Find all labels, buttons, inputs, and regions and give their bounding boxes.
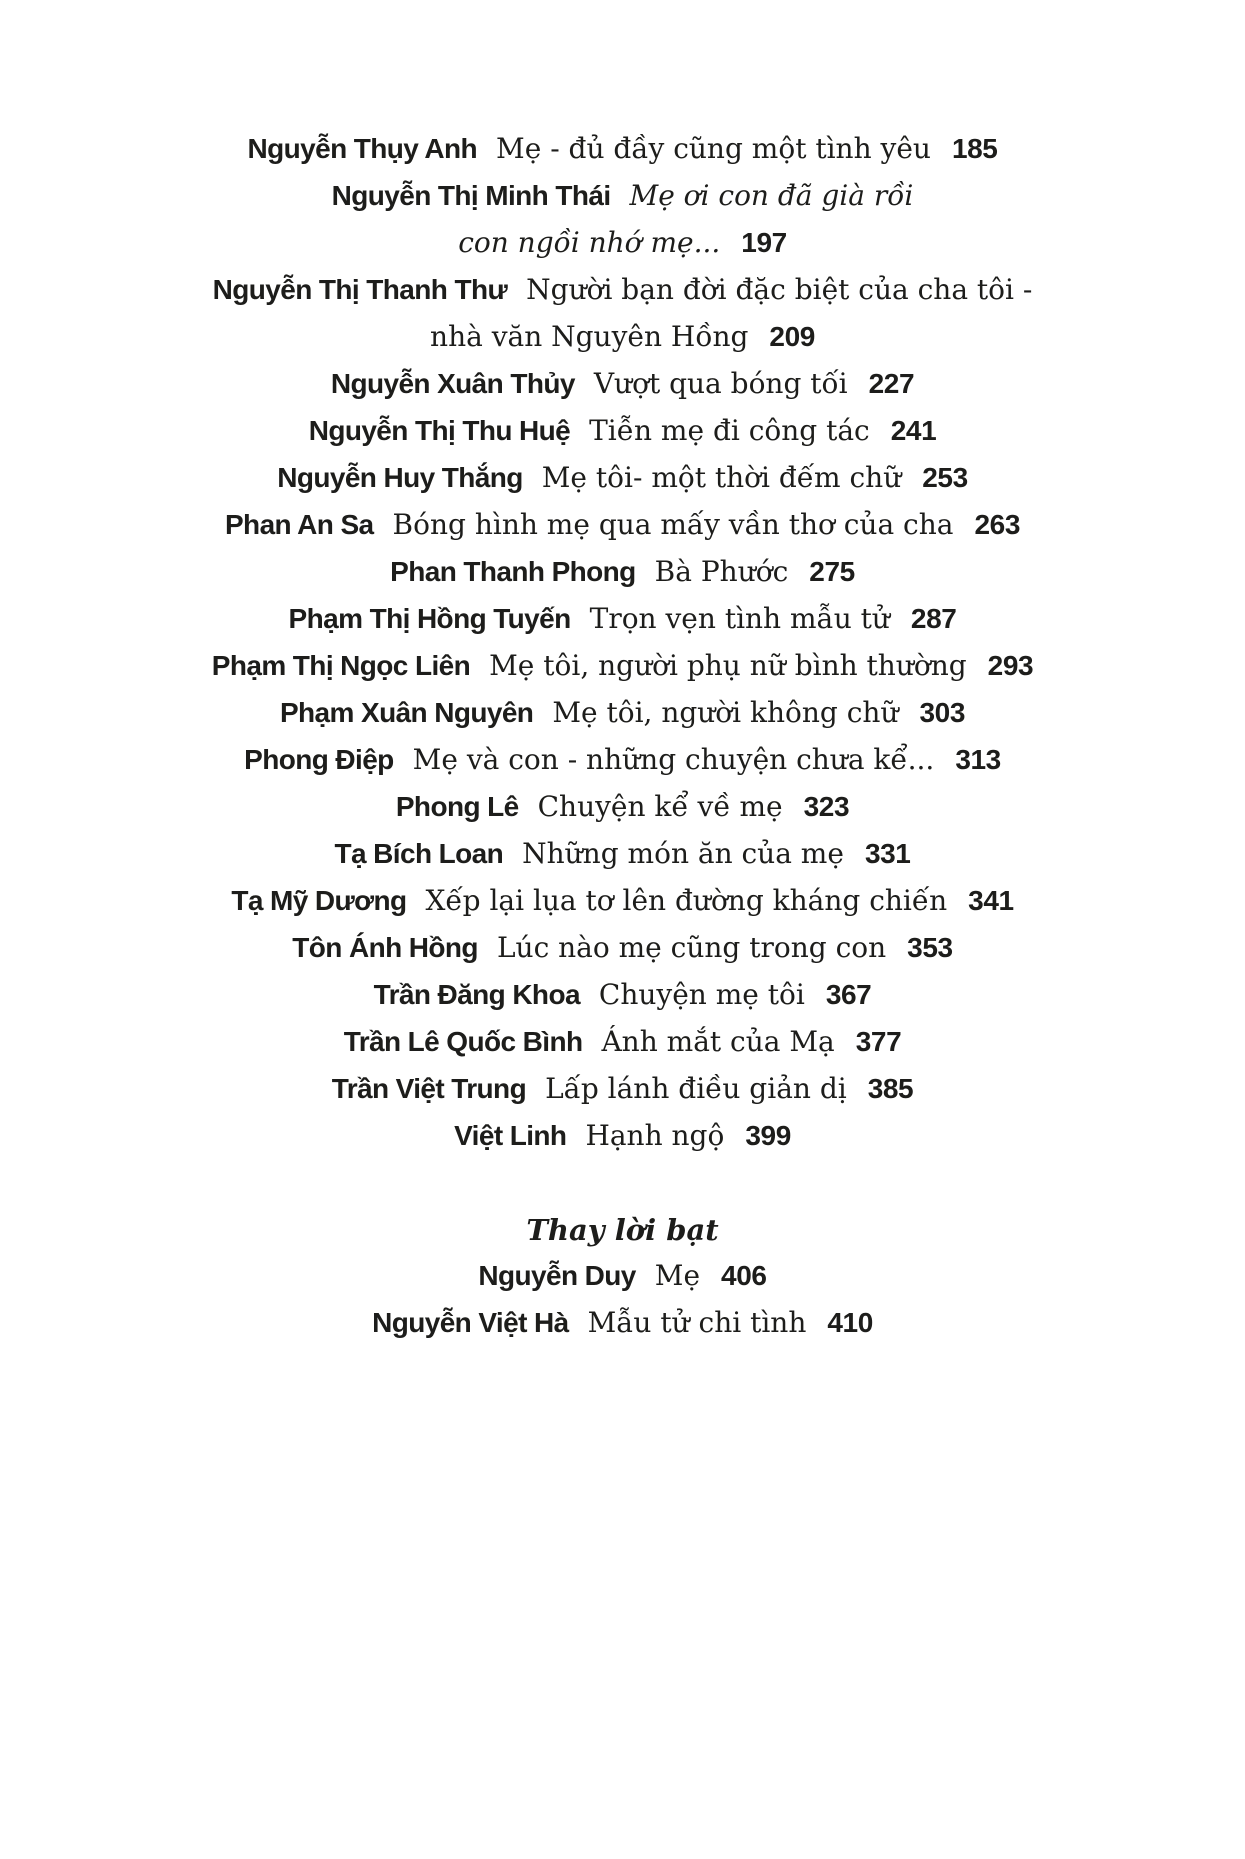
author-name: Phạm Thị Hồng Tuyến	[288, 603, 571, 634]
essay-title: Mẹ - đủ đầy cũng một tình yêu	[496, 132, 931, 165]
essay-title-continued: con ngồi nhớ mẹ...	[458, 226, 721, 259]
author-name: Phong Lê	[395, 791, 519, 822]
page-number: 406	[721, 1260, 767, 1291]
toc-entry-line	[0, 408, 1245, 455]
toc-entry	[0, 784, 1245, 831]
author-name: Nguyễn Huy Thắng	[277, 462, 523, 493]
toc-entry-line	[0, 878, 1245, 925]
author-name: Tôn Ánh Hồng	[292, 932, 478, 963]
essay-title: Trọn vẹn tình mẫu tử	[589, 602, 890, 635]
author-name: Nguyễn Duy	[478, 1260, 636, 1291]
toc-entry	[0, 1066, 1245, 1113]
page-number: 209	[769, 321, 815, 352]
page-number: 275	[809, 556, 855, 587]
toc-entry	[0, 925, 1245, 972]
toc-entry	[0, 267, 1245, 361]
page-number: 197	[741, 227, 787, 258]
toc-entry-line	[0, 925, 1245, 972]
page-number: 185	[951, 133, 998, 164]
essay-title: Mẹ tôi, người không chữ	[552, 696, 899, 729]
toc-entry-line	[0, 126, 1245, 173]
toc-entry-line	[0, 643, 1245, 690]
toc-entry-line	[0, 173, 1245, 220]
essay-title: Lúc nào mẹ cũng trong con	[496, 931, 887, 964]
author-name: Việt Linh	[454, 1120, 567, 1151]
author-name: Nguyễn Việt Hà	[372, 1307, 569, 1338]
section-header: Thay lời bạt	[526, 1213, 719, 1247]
page-number: 341	[968, 885, 1014, 916]
author-name: Tạ Bích Loan	[334, 838, 504, 869]
toc-entry	[0, 408, 1245, 455]
toc-entry-line	[0, 831, 1245, 878]
toc-entry-line	[0, 267, 1245, 314]
page-number: 263	[974, 509, 1020, 540]
toc-entry	[0, 549, 1245, 596]
toc-entry	[0, 1300, 1245, 1347]
essay-title: Bóng hình mẹ qua mấy vần thơ của cha	[392, 508, 954, 541]
author-name: Phạm Thị Ngọc Liên	[211, 650, 471, 681]
essay-title: Xếp lại lụa tơ lên đường kháng chiến	[425, 884, 948, 917]
toc-entry-line	[0, 549, 1245, 596]
toc-appendix-list	[0, 1253, 1245, 1347]
page-number: 367	[825, 979, 872, 1010]
toc-entry	[0, 1019, 1245, 1066]
page-number: 331	[864, 838, 911, 869]
toc-entry-line	[0, 1113, 1245, 1160]
page-number: 293	[987, 650, 1034, 681]
essay-title: Tiễn mẹ đi công tác	[589, 414, 870, 447]
toc-main-list	[0, 126, 1245, 1160]
author-name: Nguyễn Thị Minh Thái	[331, 180, 611, 211]
toc-entry-line	[0, 361, 1245, 408]
essay-title: Mẹ tôi- một thời đếm chữ	[541, 461, 902, 494]
essay-title: Những món ăn của mẹ	[522, 837, 844, 870]
essay-title: Mẹ ơi con đã già rồi	[629, 179, 914, 212]
toc-entry-line	[0, 502, 1245, 549]
toc-entry	[0, 972, 1245, 1019]
toc-entry-line	[0, 455, 1245, 502]
author-name: Nguyễn Thị Thu Huệ	[308, 415, 571, 446]
essay-title: Người bạn đời đặc biệt của cha tôi -	[526, 273, 1033, 306]
author-name: Nguyễn Xuân Thủy	[330, 368, 575, 399]
toc-entry-line-continued	[0, 220, 1245, 267]
toc-entry-line	[0, 596, 1245, 643]
author-name: Phạm Xuân Nguyên	[279, 697, 534, 728]
essay-title: Hạnh ngộ	[585, 1119, 725, 1152]
essay-title: Ánh mắt của Mạ	[601, 1025, 835, 1058]
page-number: 313	[955, 744, 1001, 775]
essay-title: Chuyện kể về mẹ	[537, 790, 783, 823]
toc-entry	[0, 455, 1245, 502]
toc-entry	[0, 643, 1245, 690]
toc-entry	[0, 126, 1245, 173]
page-number: 377	[855, 1026, 902, 1057]
toc-entry-line	[0, 784, 1245, 831]
page-number: 353	[907, 932, 953, 963]
author-name: Phong Điệp	[244, 744, 394, 775]
toc-entry	[0, 502, 1245, 549]
toc-entry	[0, 831, 1245, 878]
toc-entry-line	[0, 737, 1245, 784]
page-number: 303	[919, 697, 966, 728]
toc-entry-line	[0, 690, 1245, 737]
essay-title: Mẹ và con - những chuyện chưa kể...	[412, 743, 935, 776]
author-name: Tạ Mỹ Dương	[231, 885, 407, 916]
toc-entry	[0, 878, 1245, 925]
toc-entry	[0, 690, 1245, 737]
author-name: Phan An Sa	[224, 509, 374, 540]
toc-entry-line	[0, 1300, 1245, 1347]
toc-entry-line	[0, 972, 1245, 1019]
toc-entry	[0, 737, 1245, 784]
page-number: 410	[827, 1307, 873, 1338]
essay-title: Mẹ tôi, người phụ nữ bình thường	[489, 649, 967, 682]
page-number: 399	[745, 1120, 791, 1151]
essay-title: Lấp lánh điều giản dị	[545, 1072, 847, 1105]
author-name: Nguyễn Thụy Anh	[247, 133, 478, 164]
page-number: 385	[867, 1073, 914, 1104]
page-number: 241	[890, 415, 937, 446]
toc-entry	[0, 1113, 1245, 1160]
author-name: Trần Đăng Khoa	[373, 979, 580, 1010]
page-number: 287	[910, 603, 957, 634]
essay-title: Chuyện mẹ tôi	[598, 978, 805, 1011]
essay-title: Mẫu tử chi tình	[587, 1306, 807, 1339]
author-name: Phan Thanh Phong	[390, 556, 636, 587]
author-name: Trần Việt Trung	[331, 1073, 527, 1104]
page-number: 227	[868, 368, 915, 399]
toc-entry	[0, 361, 1245, 408]
toc-entry-line	[0, 1019, 1245, 1066]
toc-entry-line	[0, 1253, 1245, 1300]
essay-title-continued: nhà văn Nguyên Hồng	[430, 320, 749, 353]
toc-entry	[0, 173, 1245, 267]
toc-entry	[0, 596, 1245, 643]
toc-entry-line-continued	[0, 314, 1245, 361]
author-name: Nguyễn Thị Thanh Thư	[212, 274, 508, 305]
essay-title: Mẹ	[654, 1259, 701, 1292]
page-number: 253	[922, 462, 968, 493]
toc-entry-line	[0, 1066, 1245, 1113]
page-number: 323	[803, 791, 850, 822]
toc-entry	[0, 1253, 1245, 1300]
essay-title: Vượt qua bóng tối	[593, 367, 848, 400]
essay-title: Bà Phước	[654, 555, 789, 588]
author-name: Trần Lê Quốc Bình	[343, 1026, 583, 1057]
